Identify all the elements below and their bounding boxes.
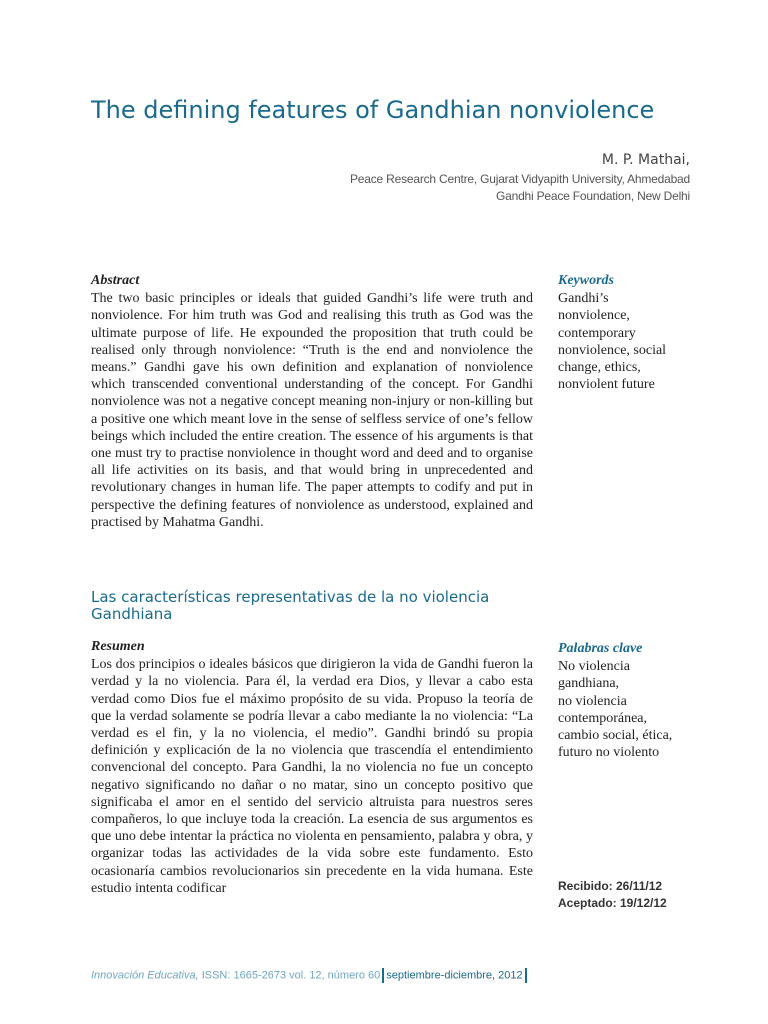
submission-dates (558, 878, 667, 912)
palabra-clave-line: gandhiana, (558, 676, 620, 692)
keywords-section (558, 272, 703, 393)
footer-separator (382, 968, 384, 983)
palabras-clave-heading: Palabras clave (558, 641, 643, 656)
author-affiliation-1: Peace Research Centre, Gujarat Vidyapith University, Ahmedabad (349, 172, 690, 186)
palabra-clave-line: futuro no violento (558, 745, 660, 761)
keywords-heading: Keywords (558, 273, 614, 288)
resumen-section (91, 638, 533, 897)
footer-issn: ISSN: 1665-2673 vol. 12, número 60 (198, 969, 381, 982)
keyword-line: Gandhi’s (558, 291, 609, 307)
page-footer (91, 968, 529, 983)
palabras-clave-section (558, 640, 703, 761)
author-affiliation-2: Gandhi Peace Foundation, New Delhi (496, 189, 690, 203)
keyword-line: change, ethics, (558, 360, 641, 376)
spanish-title: Las características representativas de la no violencia Gandhiana (91, 588, 490, 623)
palabra-clave-line: contemporánea, (558, 710, 648, 726)
palabra-clave-line: No violencia (558, 659, 630, 675)
abstract-section (91, 272, 533, 531)
keyword-line: nonviolence, (558, 308, 630, 324)
footer-period: septiembre-diciembre, 2012 (386, 969, 523, 982)
keyword-line: nonviolence, social (558, 342, 667, 358)
keyword-line: contemporary (558, 325, 636, 341)
resumen-heading: Resumen (91, 639, 145, 654)
accepted-date: Aceptado: 19/12/12 (558, 896, 667, 910)
received-date: Recibido: 26/11/12 (558, 879, 663, 893)
abstract-text: The two basic principles or ideals that guided Gandhi’s life were truth and nonviolence. For him truth was God and realising this truth as God was the ultimate purpose of life. He expounded the proposition that truth could be realised only through nonviolence: “Truth is the end and nonviolence the means.” Gandhi gave his own definition and explanation of nonviolence which transcended conventional understanding of the concept. For Gandhi nonviolence was not a negative concept meaning non-injury or non-killing but a positive one which meant love in the sense of selfless service of one’s fellow beings which included the entire creation. The essence of his arguments is that one must try to practise nonviolence in thought word and deed and to organise all life activities on its basis, and that would bring in unprecedented and revolutionary changes in human life. The paper attempts to codify and put in perspective the defining features of nonviolence as understood, explained and practised by Mahatma Gandhi. (91, 291, 533, 530)
palabra-clave-line: cambio social, ética, (558, 728, 673, 744)
author-name: M. P. Mathai, (601, 152, 690, 168)
footer-journal: Innovación Educativa, (91, 969, 199, 982)
footer-separator (525, 968, 527, 983)
abstract-heading: Abstract (91, 273, 140, 288)
keyword-line: nonviolent future (558, 377, 655, 393)
palabra-clave-line: no violencia (558, 693, 627, 709)
resumen-text: Los dos principios o ideales básicos que dirigieron la vida de Gandhi fueron la verdad y la no violencia. Para él, la verdad era Dios, y llevar a cabo esta verdad como Dios fue el máximo propósito de su vida. Propuso la teoría de que la verdad solamente se podría llevar a cabo mediante la no violencia: “La verdad es el fin, y la no violencia, el medio”. Gandhi brindó su propia definición y explicación de la no violencia que trascendía el entendimiento convencional del concepto. Para Gandhi, la no violencia no fue un concepto negativo significando no dañar o no matar, sino un concepto positivo que significaba el amor en el sentido del servicio altruista para nuestros seres compañeros, lo que incluye toda la creación. La esencia de sus argumentos es que uno debe intentar la práctica no violenta en pensamiento, palabra y obra, y organizar todas las actividades de la vida sobre este fundamento. Esto ocasionaría cambios revolucionarios sin precedente en la vida humana. Este estudio intenta codificar (91, 657, 533, 896)
article-title: The defining features of Gandhian nonviolence (91, 96, 655, 124)
